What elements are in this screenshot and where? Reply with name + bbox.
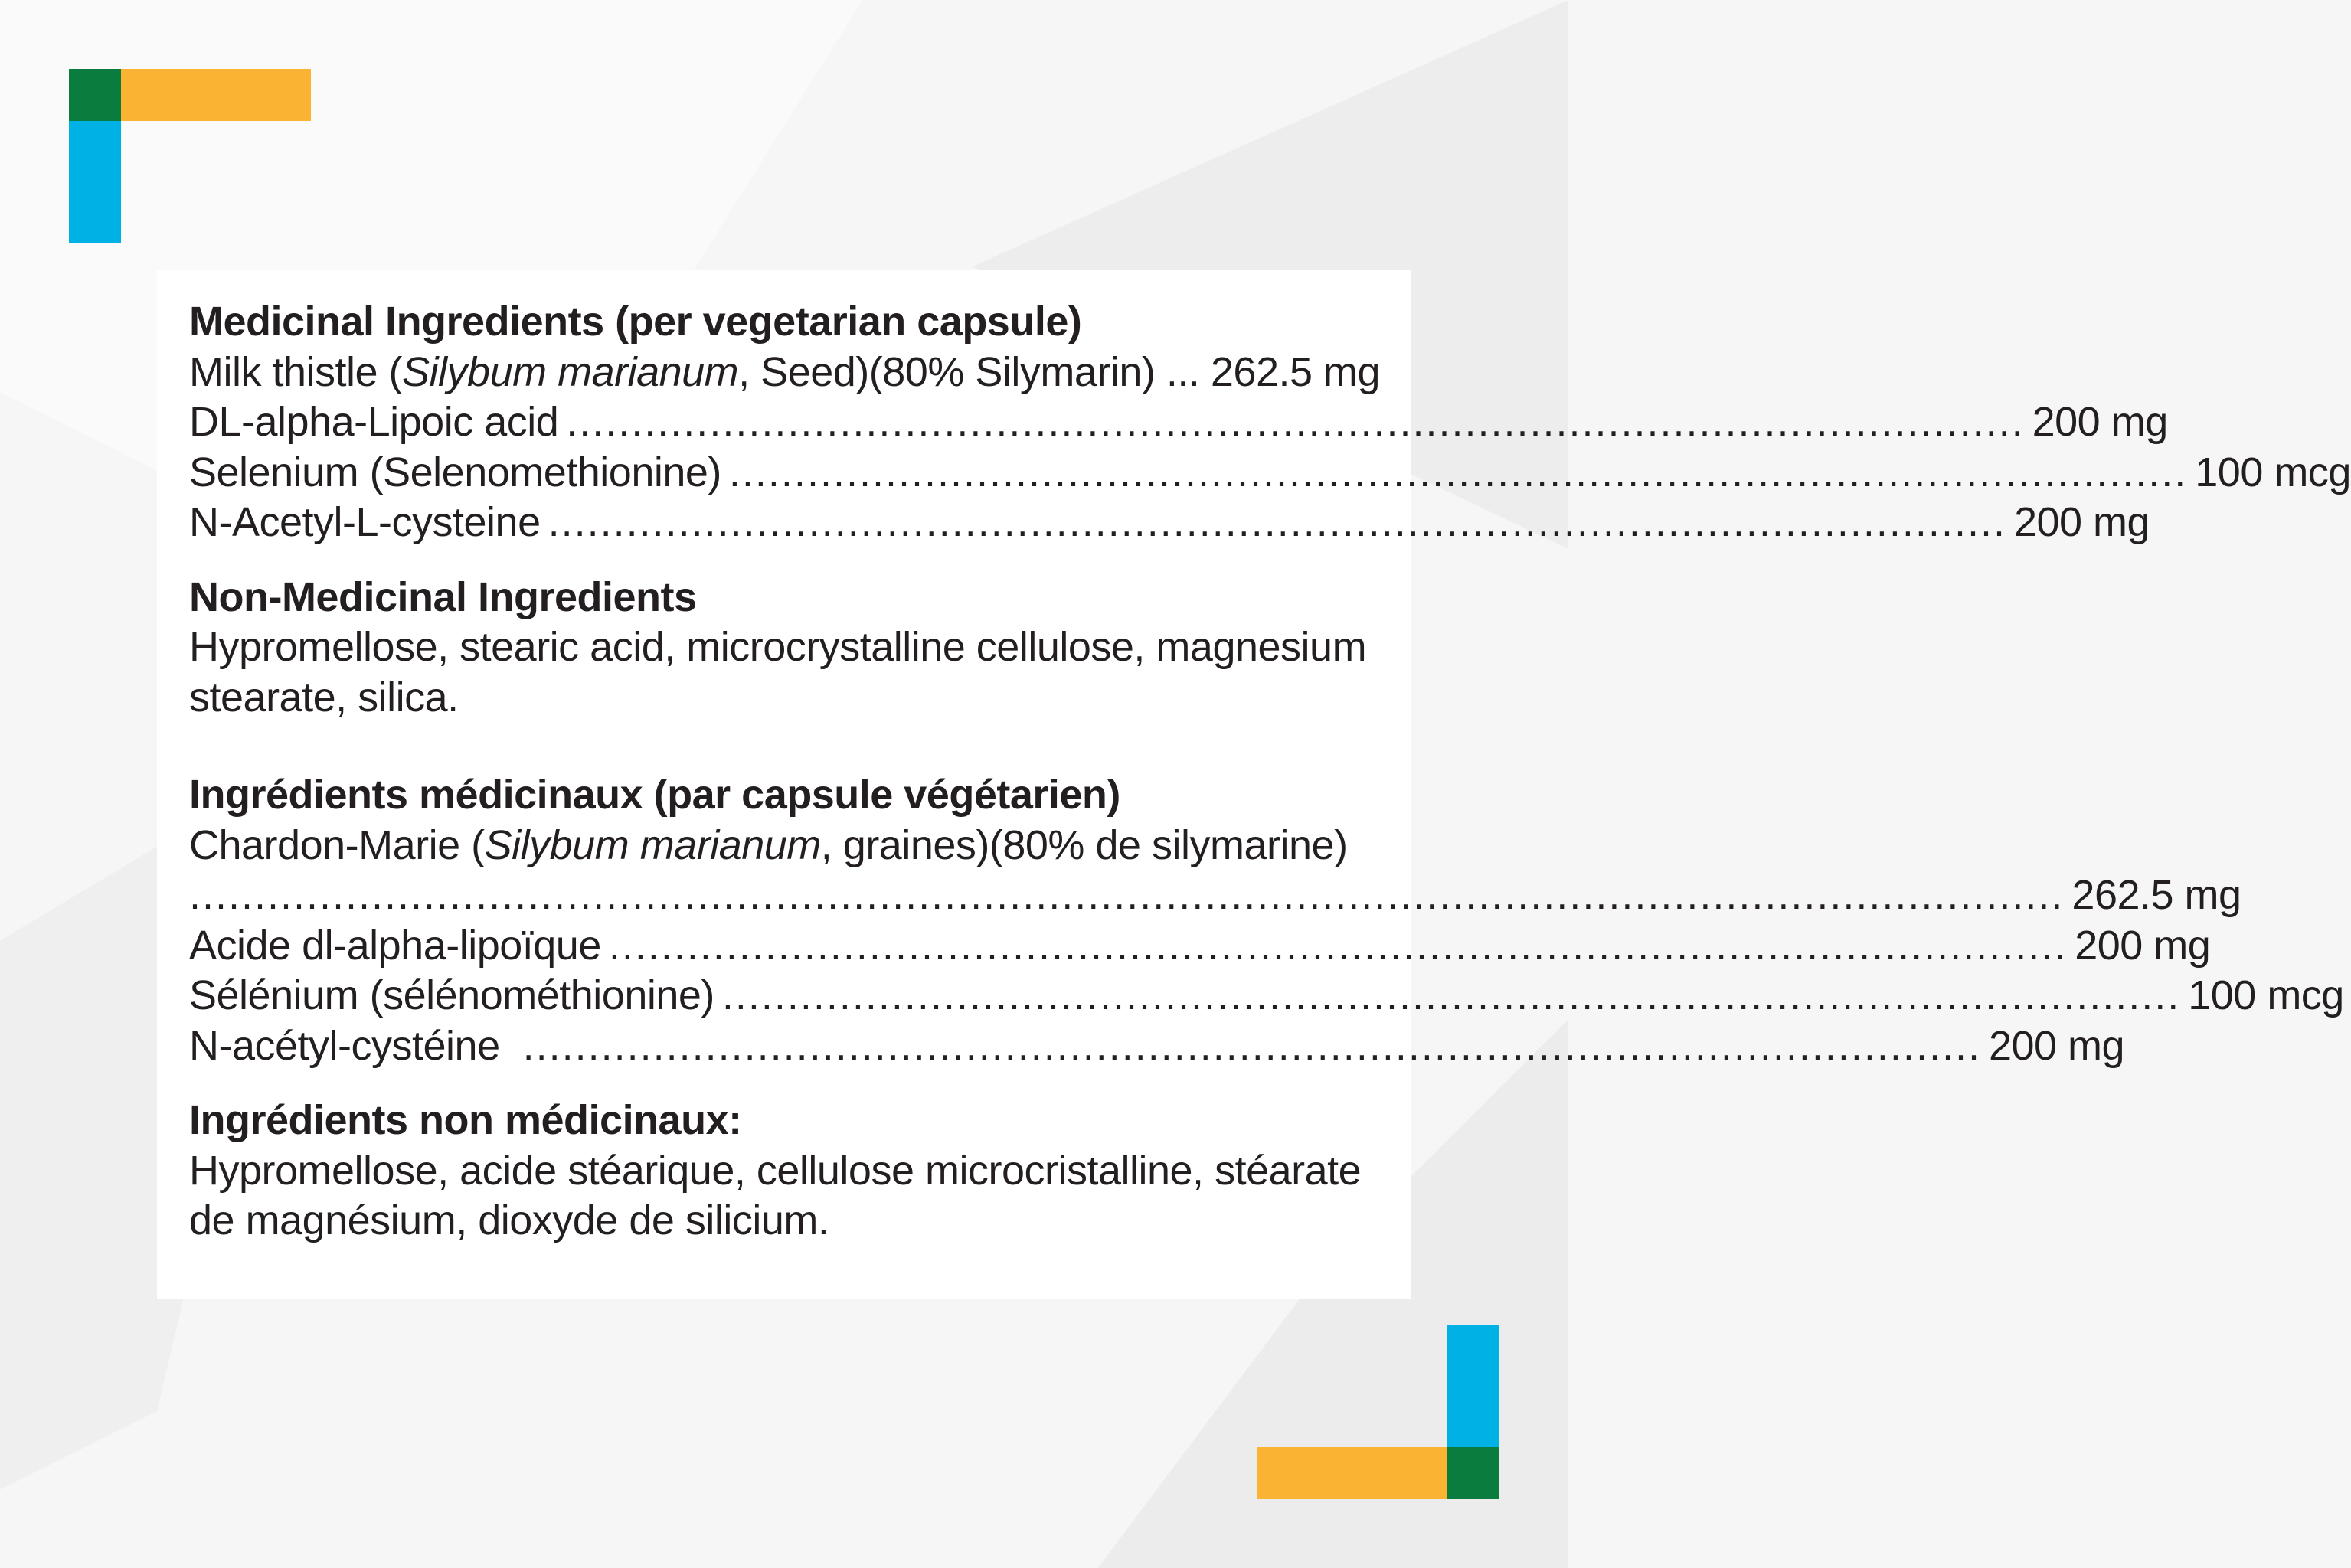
ingredient-amount: 200 mg bbox=[2013, 499, 2150, 545]
ingredient-name: N-Acetyl-L-cysteine bbox=[189, 499, 541, 545]
medicinal-ingredients-heading: Medicinal Ingredients (per vegetarian capsule) bbox=[189, 299, 1082, 345]
ingredient-line bbox=[189, 871, 2241, 921]
corner-accent-orange-top-left bbox=[121, 69, 311, 121]
corner-accent-blue-top-left bbox=[69, 121, 121, 243]
ingredient-line bbox=[189, 498, 2150, 548]
ingredient-amount: 100 mcg bbox=[2188, 972, 2344, 1018]
ingredient-name: DL-alpha-Lipoic acid bbox=[189, 399, 559, 445]
ingredient-name: Chardon-Marie ( bbox=[189, 822, 485, 868]
latin-name: Silybum marianum bbox=[484, 822, 821, 868]
ingredients-panel bbox=[189, 297, 2351, 1246]
ingredient-name: Milk thistle ( bbox=[189, 348, 403, 395]
ingredient-line bbox=[189, 971, 2344, 1021]
ingredient-name-suffix: , graines)(80% de silymarine) bbox=[820, 822, 1348, 868]
ingredient-amount: 200 mg bbox=[2075, 922, 2211, 969]
dot-leader: ................................................................................................................ bbox=[566, 399, 2025, 445]
non-medicinal-ingredients-heading: Non-Medicinal Ingredients bbox=[189, 573, 697, 620]
ingredient-amount: , Seed)(80% Silymarin) ... 262.5 mg bbox=[738, 348, 1381, 395]
ingredient-line bbox=[189, 448, 2351, 498]
corner-accent-blue-bottom-right bbox=[1447, 1325, 1499, 1447]
corner-accent-green-top-left bbox=[69, 69, 121, 121]
non-medicinal-ingredients-text: Hypromellose, stearic acid, microcrystalline cellulose, magnesium stearate, silica. bbox=[189, 624, 1367, 720]
dot-leader: ................................................................................................................ bbox=[721, 972, 2181, 1018]
medicinal-ingredients-heading-fr: Ingrédients médicinaux (par capsule végétarien) bbox=[189, 772, 1120, 818]
non-medicinal-ingredients-heading-fr: Ingrédients non médicinaux: bbox=[189, 1097, 742, 1143]
ingredient-name: Acide dl-alpha-lipoïque bbox=[189, 922, 601, 969]
ingredient-line bbox=[189, 1021, 2125, 1072]
corner-accent-orange-bottom-right bbox=[1257, 1447, 1447, 1499]
dot-leader: ................................................................................................................ bbox=[548, 499, 2006, 545]
ingredient-amount: 100 mcg bbox=[2195, 449, 2351, 495]
ingredient-name: Sélénium (sélénométhionine) bbox=[189, 972, 714, 1018]
corner-accent-green-bottom-right bbox=[1447, 1447, 1499, 1499]
ingredient-line bbox=[189, 397, 2168, 448]
dot-leader: ................................................................................................................ bbox=[522, 1022, 1981, 1069]
non-medicinal-ingredients-text-fr: Hypromellose, acide stéarique, cellulose microcristalline, stéarate de magnésium, dioxyde de silicium. bbox=[189, 1147, 1362, 1243]
ingredient-line-chardon-marie bbox=[189, 821, 1381, 871]
latin-name: Silybum marianum bbox=[402, 348, 739, 395]
dot-leader: ................................................................................................................ bbox=[608, 922, 2068, 969]
ingredient-name: N-acétyl-cystéine bbox=[189, 1022, 500, 1069]
dot-leader: ................................................................................................................ bbox=[728, 449, 2188, 495]
ingredient-amount: 262.5 mg bbox=[2071, 872, 2241, 918]
ingredient-line-milk-thistle bbox=[189, 348, 1381, 398]
ingredient-amount: 200 mg bbox=[1988, 1022, 2125, 1069]
dot-leader: ................................................................................................................................................ bbox=[189, 872, 2065, 918]
ingredient-line bbox=[189, 921, 2211, 972]
ingredient-name: Selenium (Selenomethionine) bbox=[189, 449, 721, 495]
ingredient-amount: 200 mg bbox=[2032, 399, 2168, 445]
